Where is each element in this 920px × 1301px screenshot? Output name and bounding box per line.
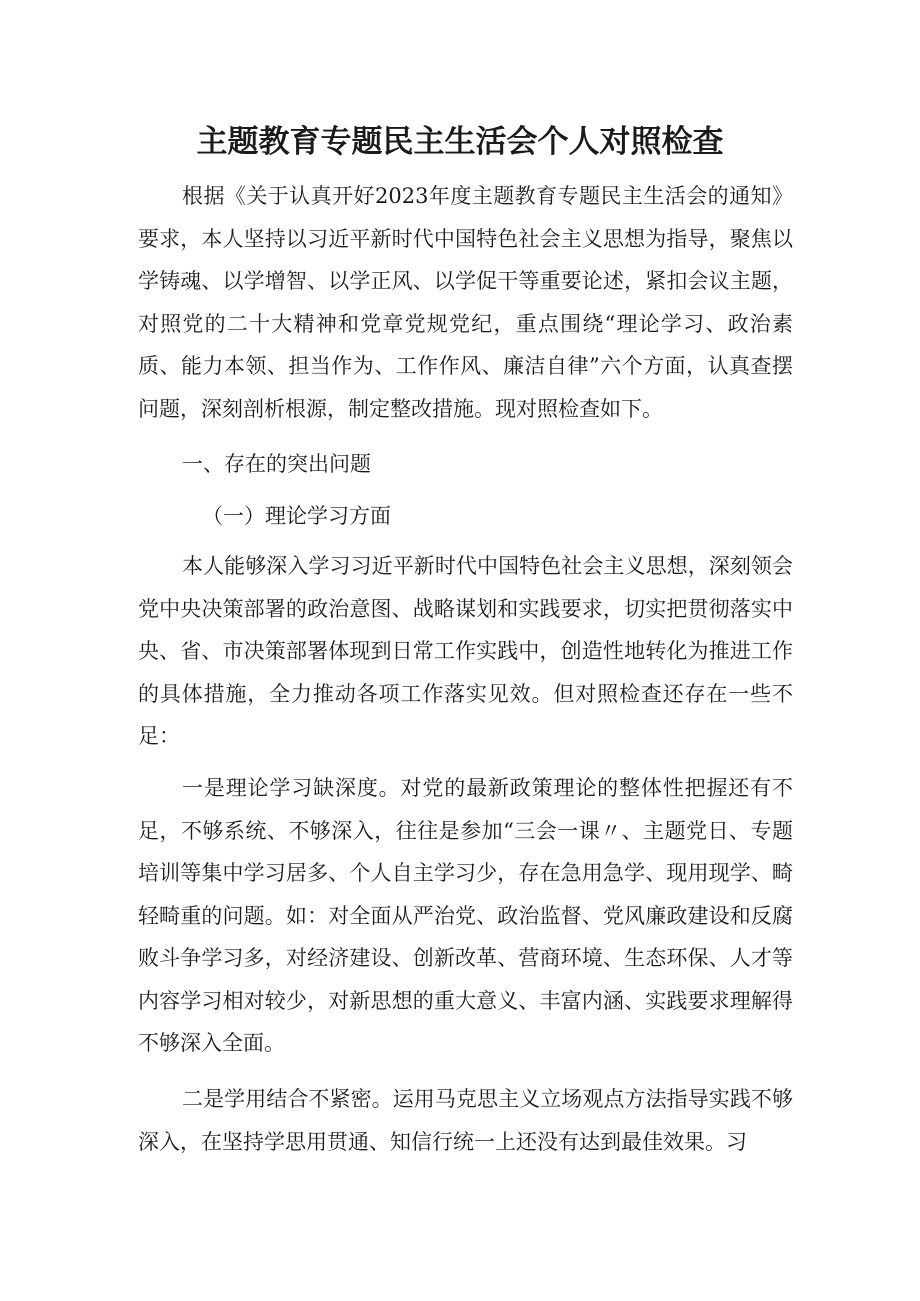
section-heading-problems: 一、存在的突出问题 bbox=[182, 452, 371, 476]
intro-paragraph: 根据《关于认真开好2023年度主题教育专题民主生活会的通知》要求，本人坚持以习近平新时代中国特色社会主义思想为指导，聚焦以学铸魂、以学增智、以学正风、以学促干等重要论述，紧扣会议主题，对照党的二十大精神和党章党规党纪，重点围绕“理论学习、政治素质、能力本领、担当作为、工作作风、廉洁自律”六个方面，认真查摆问题，深刻剖析根源，制定整改措施。现对照检查如下。 bbox=[138, 184, 793, 421]
point-one-paragraph: 一是理论学习缺深度。对党的最新政策理论的整体性把握还有不足，不够系统、不够深入，往往是参加“三会一课〃、主题党日、专题培训等集中学习居多、个人自主学习少，存在急用急学、现用现学、畸轻畸重的问题。如：对全面从严治党、政治监督、党风廉政建设和反腐败斗争学习多，对经济建设、创新改革、营商环境、生态环保、人才等内容学习相对较少，对新思想的重大意义、丰富内涵、实践要求理解得不够深入全面。 bbox=[138, 776, 793, 1055]
theory-intro-paragraph: 本人能够深入学习习近平新时代中国特色社会主义思想，深刻领会党中央决策部署的政治意图、战略谋划和实践要求，切实把贯彻落实中央、省、市决策部署体现到日常工作实践中，创造性地转化为推进工作的具体措施，全力推动各项工作落实见效。但对照检查还存在一些不足： bbox=[138, 554, 793, 748]
subsection-heading-theory: （一）理论学习方面 bbox=[202, 504, 391, 528]
point-two-paragraph: 二是学用结合不紧密。运用马克思主义立场观点方法指导实践不够深入，在坚持学思用贯通、知信行统一上还没有达到最佳效果。习 bbox=[138, 1087, 793, 1154]
document-title: 主题教育专题民主生活会个人对照检查 bbox=[196, 124, 724, 160]
